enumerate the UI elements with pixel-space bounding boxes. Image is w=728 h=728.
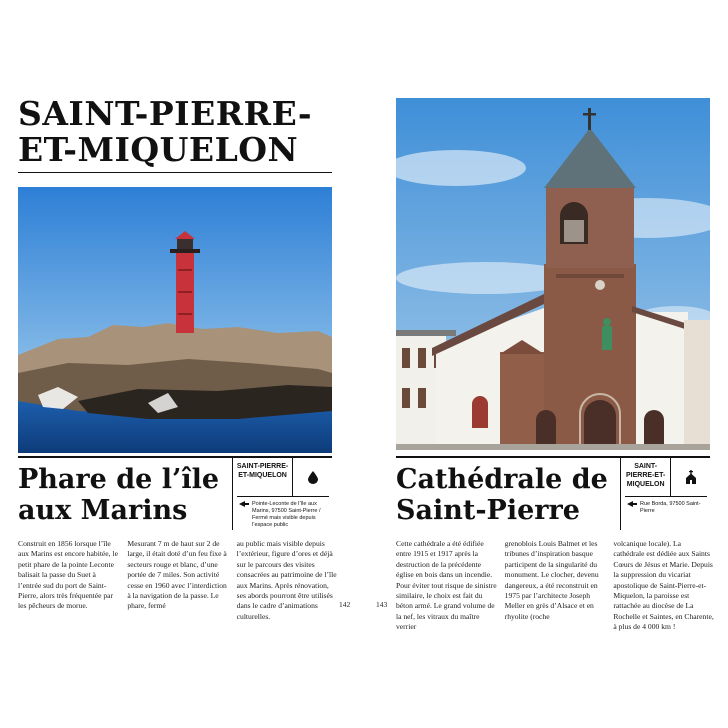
map-pin-icon	[239, 501, 249, 529]
region-title	[18, 96, 338, 168]
body-column-2: grenoblois Louis Balmet et les tribunes d’inspiration basque participent de la singularité du monument. Le clocher, devenu dangereux, a été reconstruit en 1975 par l’architecte Joseph Meller en grès d’Alsace et en rhyolite (roche	[504, 539, 599, 621]
body-column-1: Cette cathédrale a été édifiée entre 1915 et 1917 après la destruction de la précédente église en bois dans un incendie. Pour éviter tout risque de sinistre similaire, le choix est fait du béton armé. Le grand volume de la nef, les vitraux du maître verrier	[396, 539, 497, 632]
page-number: 143	[376, 600, 388, 609]
location-tag: SAINT-PIERRE-ET-MIQUELON	[236, 463, 289, 479]
place-title	[396, 464, 608, 526]
place-info-box	[620, 458, 711, 530]
cathedral-heading	[396, 456, 710, 538]
address-text: Rue Borda, 97500 Saint-Pierre	[640, 501, 701, 514]
address-row	[233, 497, 333, 529]
location-tag: SAINT-PIERRE-ET-MIQUELON	[626, 463, 666, 488]
body-column-3: volcanique locale). La cathédrale est dédiée aux Saints Cœurs de Jésus et Marie. Depuis la suppression du vicariat apostolique de Saint-Pierre-et-Miquelon, la paroisse est rattachée au diocèse de La Rochelle et Saintes, en Charente, à plus de 4 000 km !	[613, 539, 714, 632]
body-column-2: Mesurant 7 m de haut sur 2 de large, il était doté d’un feu fixe à secteurs rouge et blanc, d’une portée de 7 miles. Son activité cesse en 1960 avec l’interdiction à la navigation de la passe. Le phare, fermé	[127, 539, 227, 611]
place-title-line1: Cathédrale de	[396, 464, 608, 495]
cathedral-photo	[396, 98, 710, 450]
body-text	[396, 539, 714, 633]
place-title-line2: Saint-Pierre	[396, 495, 580, 526]
page-number: 142	[339, 600, 351, 609]
lighthouse-heading	[18, 456, 332, 538]
body-column-1: Construit en 1856 lorsque l’île aux Marins est encore habitée, le petit phare de la pointe Leconte balisait la passe du Suet à l’entrée sud du port de Saint-Pierre, alors très fréquentée par les pêcheurs de morue.	[18, 539, 118, 611]
place-title	[18, 464, 219, 526]
address-text: Pointe-Leconte de l’île aux Marins, 97500 Saint-Pierre / Fermé mais visible depuis l’espace public	[252, 501, 321, 528]
right-page	[364, 0, 728, 728]
place-title-line1: Phare de l’île	[18, 464, 220, 495]
body-text	[18, 539, 338, 622]
body-column-3: au public mais visible depuis l’extérieur, figure d’ores et déjà sur le parcours des visites consacrées au patrimoine de l’île aux Marins. Après rénovation, ses abords pourront être utilisés dans le cadre d’animations culturelles.	[236, 539, 337, 621]
address-row	[621, 497, 711, 515]
place-info-box	[232, 458, 333, 530]
water-drop-icon	[292, 458, 333, 496]
church-icon	[670, 458, 711, 496]
place-title-line2: aux Marins	[18, 495, 188, 526]
region-title-underline	[18, 172, 332, 173]
map-pin-icon	[627, 501, 637, 515]
region-title-text: SAINT-PIERRE-ET-MIQUELON	[18, 94, 313, 169]
lighthouse-photo	[18, 187, 332, 453]
